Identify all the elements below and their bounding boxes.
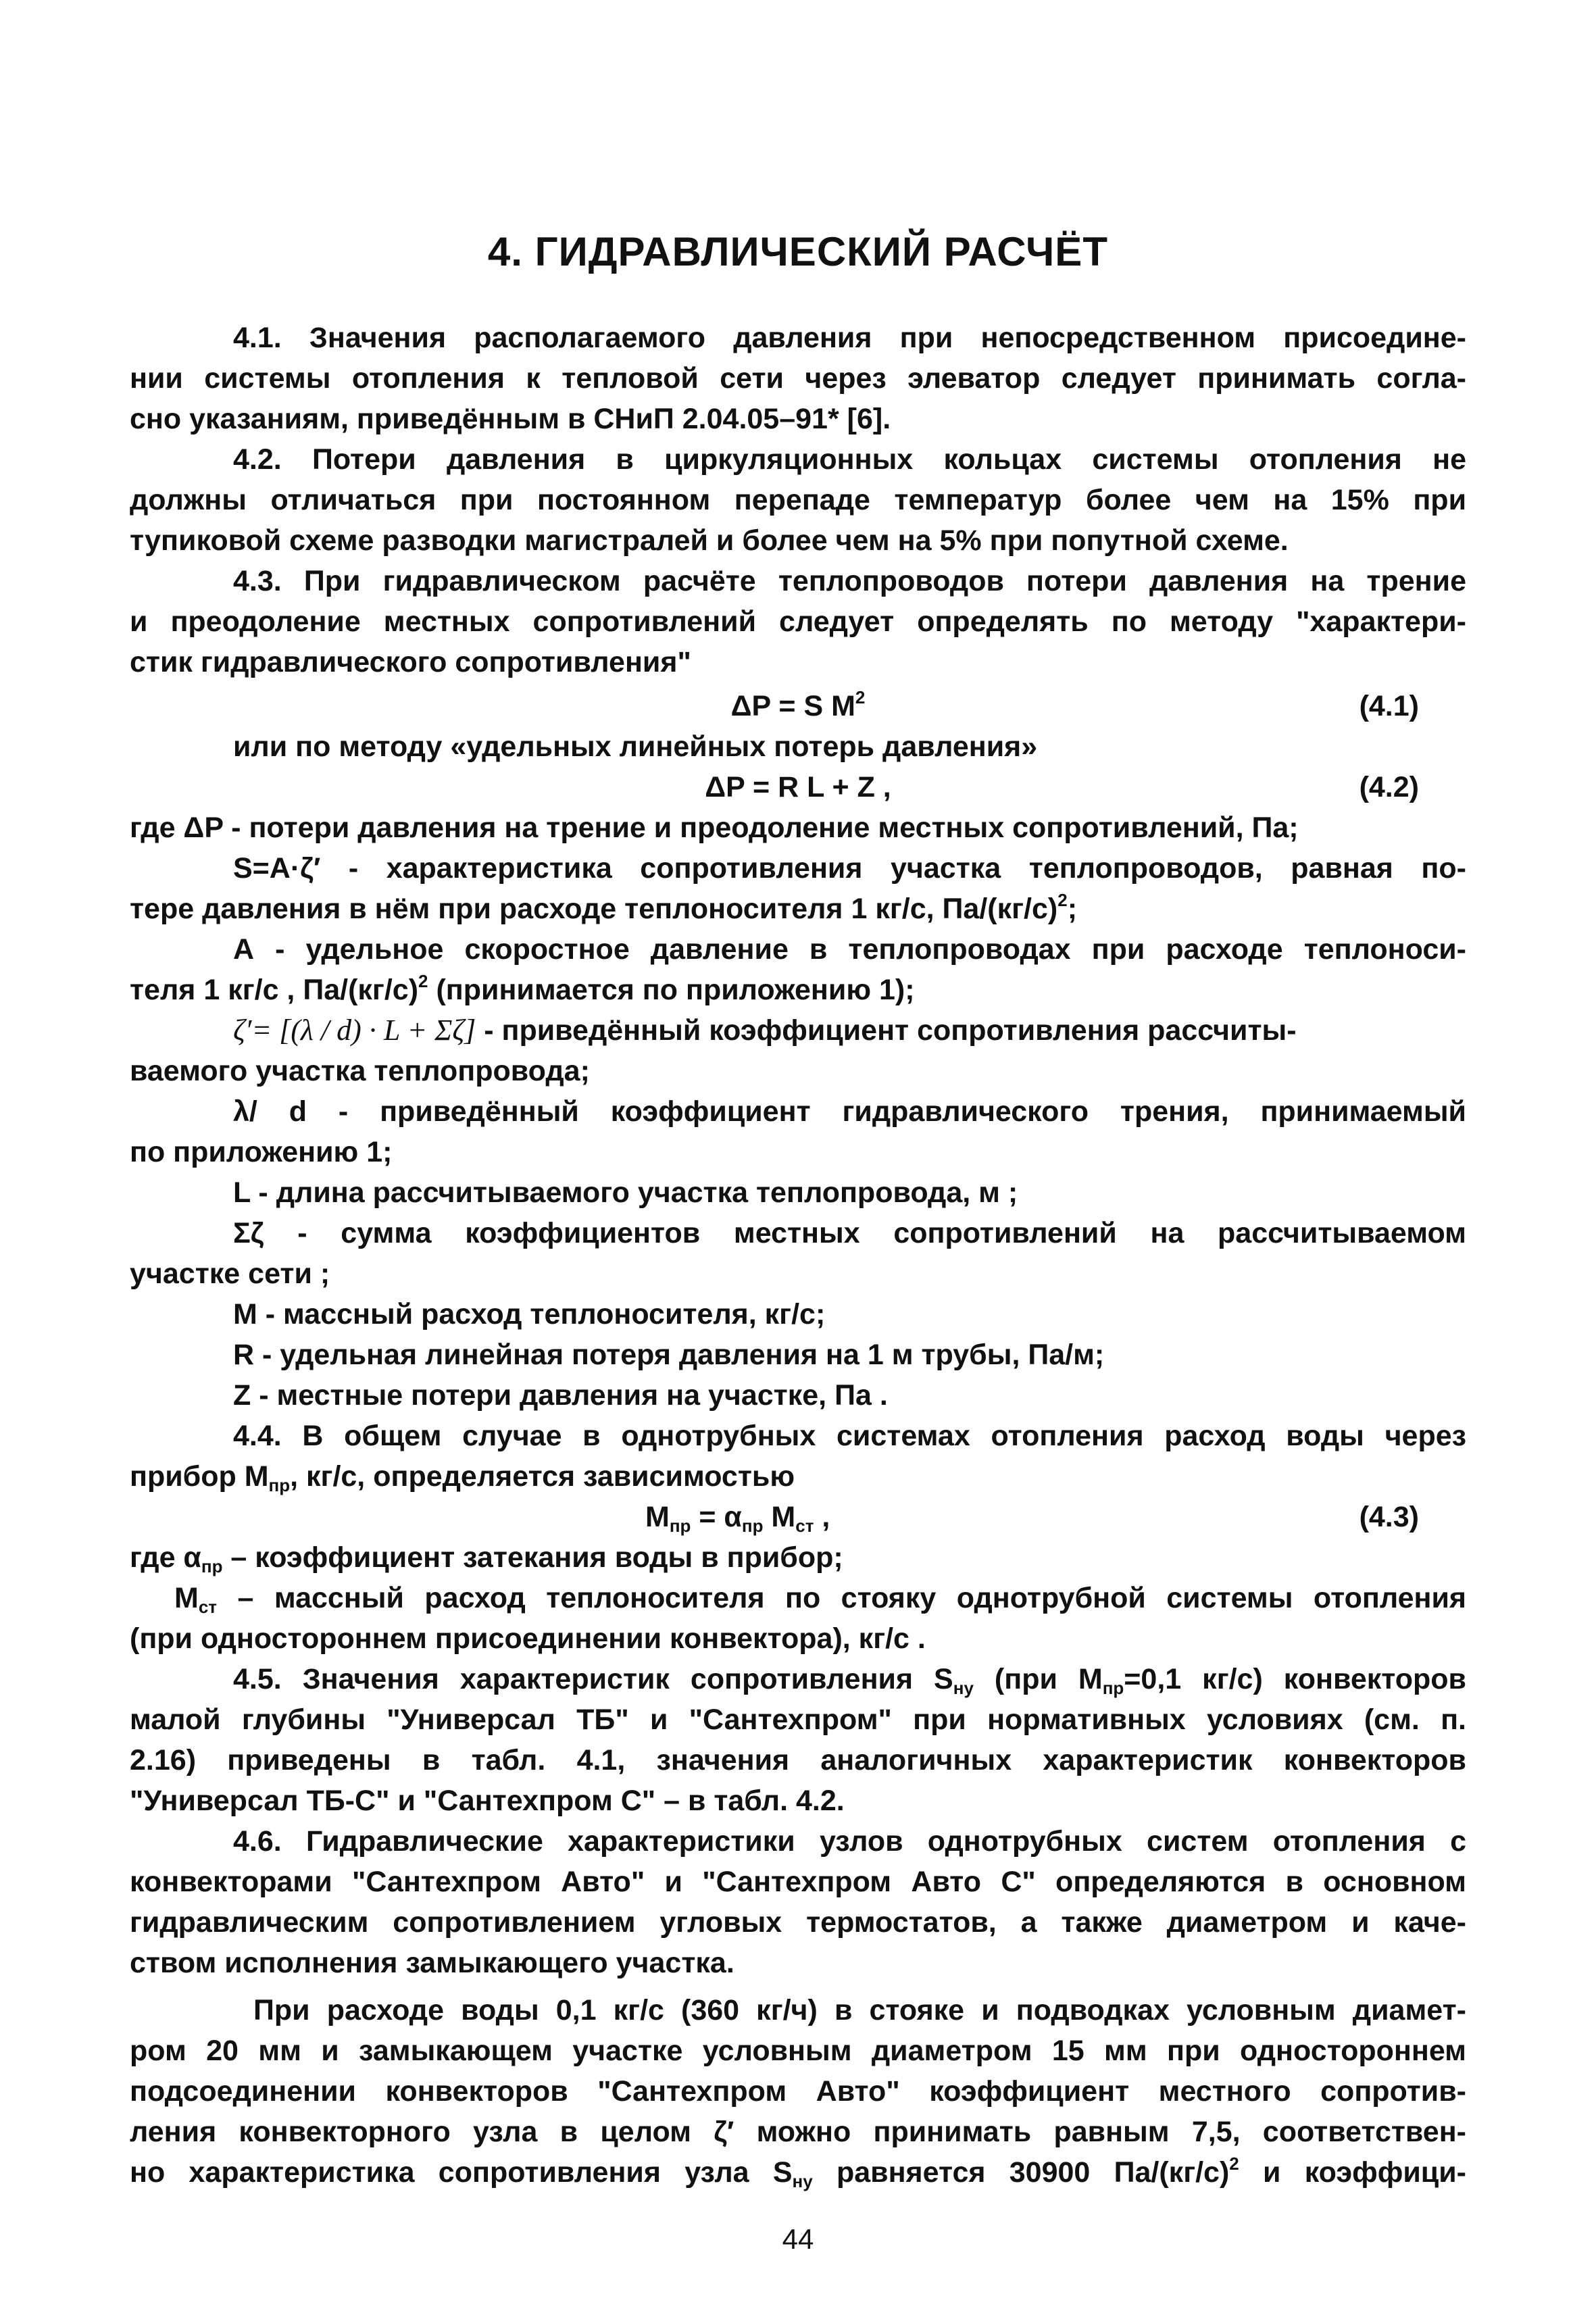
def-a-line2 [130, 970, 1466, 1010]
p47-l5-b: равняется 30900 Па/(кг/с) [812, 2156, 1230, 2189]
paragraph-4-4-line2 [130, 1456, 1466, 1497]
def-r: R - удельная линейная потеря давления на 1 м трубы, Па/м; [233, 1339, 1105, 1371]
eq43-c: М [763, 1501, 796, 1533]
equation-4-2-number: (4.2) [1359, 771, 1419, 803]
def-s-line2 [130, 889, 1466, 929]
paragraph-4-2-line: должны отличаться при постоянном перепаде температур более чем на 15% при [130, 484, 1466, 516]
p47-l5-sub: ну [792, 2171, 813, 2191]
def-a-line2-sup: 2 [418, 971, 428, 991]
p44-line2-b: , кг/с, определяется зависимостью [290, 1460, 795, 1493]
equation-4-2: ΔP = R L + Z , [705, 771, 891, 803]
p47-l5-a: но характеристика сопротивления узла S [130, 2156, 793, 2189]
def-mst-line2: (при одностороннем присоединении конвектора), кг/с . [130, 1622, 926, 1655]
eq43-b: = α [691, 1501, 742, 1533]
paragraph-4-5-line3: 2.16) приведены в табл. 4.1, значения аналогичных характеристик конвекторов [130, 1744, 1466, 1776]
def-zeta-line1 [233, 1010, 1466, 1051]
paragraph-4-6-line: конвекторами "Сантехпром Авто" и "Сантехпром Авто С" определяются в основном [130, 1866, 1466, 1898]
p45-l1-b: (при М [973, 1663, 1103, 1695]
eq43-d: , [814, 1501, 830, 1533]
p45-l1-c: =0,1 кг/с) конвекторов [1124, 1663, 1466, 1695]
p45-l1-sub2: пр [1102, 1678, 1124, 1698]
eq43-sub2: пр [741, 1516, 764, 1536]
def-s-tail: - характеристика сопротивления участка теплопроводов, равная по- [320, 852, 1466, 885]
paragraph-final-line1: При расходе воды 0,1 кг/с (360 кг/ч) в стояке и подводках условным диамет- [253, 1994, 1466, 2026]
page-number: 44 [782, 2223, 814, 2255]
paragraph-4-1-line: сно указаниям, приведённым в СНиП 2.04.05–91* [6]. [130, 403, 891, 435]
def-a-line2-text: теля 1 кг/с , Па/(кг/с) [130, 974, 419, 1006]
paragraph-4-2-line: тупиковой схеме разводки магистралей и более чем на 5% при попутной схеме. [130, 524, 1289, 557]
paragraph-final-line3: подсоединении конвекторов "Сантехпром Авто" коэффициент местного сопротив- [130, 2075, 1466, 2108]
paragraph-4-5-line1 [233, 1659, 1466, 1699]
def-z: Z - местные потери давления на участке, Па . [233, 1379, 888, 1412]
p47-l5-sup: 2 [1229, 2154, 1239, 2174]
paragraph-4-6-line: 4.6. Гидравлические характеристики узлов однотрубных систем отопления с [233, 1825, 1466, 1858]
def-zeta-line2: ваемого участка теплопровода; [130, 1055, 590, 1087]
def-alpha-sub: пр [201, 1556, 223, 1576]
p44-line2-a: прибор М [130, 1460, 269, 1493]
p44-line2-sub: пр [268, 1475, 291, 1495]
def-s-line2-sup: 2 [1057, 890, 1068, 910]
def-s-line2-text: тере давления в нём при расходе теплоносителя 1 кг/с, Па/(кг/с) [130, 893, 1058, 925]
def-m: М - массный расход теплоносителя, кг/с; [233, 1298, 826, 1330]
paragraph-4-5-line2: малой глубины "Универсал ТБ" и "Сантехпром" при нормативных условиях (см. п. [130, 1703, 1466, 1736]
equation-4-1-sup: 2 [855, 687, 866, 707]
def-alpha-b: – коэффициент затекания воды в прибор; [222, 1541, 843, 1574]
paragraph-4-1-line: нии системы отопления к тепловой сети через элеватор следует принимать согла- [130, 362, 1466, 395]
paragraph-4-5-line4: "Универсал ТБ-С" и "Сантехпром С" – в табл. 4.2. [130, 1785, 845, 1817]
paragraph-4-3-line: и преодоление местных сопротивлений следует определять по методу "характери- [130, 605, 1466, 638]
def-mst-line1 [174, 1578, 1466, 1618]
paragraph-4-3-line: 4.3. При гидравлическом расчёте теплопроводов потери давления на трение [233, 565, 1466, 597]
def-mst-b: – массный расход теплоносителя по стояку однотрубной системы отопления [217, 1582, 1466, 1614]
def-mst-sub: ст [198, 1597, 218, 1617]
eq43-a: М [645, 1501, 670, 1533]
def-a-line2-end: (принимается по приложению 1); [428, 974, 915, 1006]
paragraph-final-line5 [130, 2152, 1466, 2193]
paragraph-4-1-line: 4.1. Значения располагаемого давления при непосредственном присоедине- [233, 322, 1466, 354]
def-a-line1: А - удельное скоростное давление в теплопроводах при расходе теплоноси- [233, 933, 1466, 966]
equation-4-3-number: (4.3) [1359, 1501, 1419, 1533]
def-mst-a: М [174, 1582, 199, 1614]
def-ld-line1: λ/ d - приведённый коэффициент гидравлического трения, принимаемый [233, 1095, 1466, 1128]
paragraph-final-line2: ром 20 мм и замыкающем участке условным диаметром 15 мм при одностороннем [130, 2035, 1466, 2067]
def-ld-line2: по приложению 1; [130, 1136, 393, 1168]
def-sz-line2: участке сети ; [130, 1258, 330, 1290]
section-title: 4. ГИДРАВЛИЧЕСКИЙ РАСЧЁТ [487, 229, 1109, 274]
def-l: L - длина рассчитываемого участка теплопровода, м ; [233, 1176, 1018, 1209]
zeta-formula: ζ′= [(λ / d) · L + Σζ] [233, 1014, 476, 1047]
equation-4-1-body: ΔP = S M [730, 690, 855, 722]
equation-4-3 [645, 1497, 1186, 1537]
equation-4-1-number: (4.1) [1359, 690, 1419, 722]
def-alpha-a: где α [130, 1541, 201, 1574]
p45-l1-a: 4.5. Значения характеристик сопротивления S [233, 1663, 953, 1695]
def-s-line1 [233, 848, 1466, 889]
def-s-line2-end: ; [1067, 893, 1078, 925]
paragraph-final-line4: ления конвекторного узла в целом ζ′ можно принимать равным 7,5, соответствен- [130, 2116, 1466, 2148]
paragraph-4-6-line: ством исполнения замыкающего участка. [130, 1947, 734, 1979]
method-line: или по методу «удельных линейных потерь давления» [233, 730, 1038, 763]
paragraph-4-4-line1: 4.4. В общем случае в однотрубных системах отопления расход воды через [233, 1420, 1466, 1452]
def-alpha [130, 1537, 1466, 1578]
def-s-head: S=A·ζ′ [233, 852, 321, 885]
paragraph-4-6-line: гидравлическим сопротивлением угловых термостатов, а также диаметром и каче- [130, 1906, 1466, 1939]
p47-l5-c: и коэффици- [1239, 2156, 1466, 2189]
paragraph-4-2-line: 4.2. Потери давления в циркуляционных кольцах системы отопления не [233, 443, 1466, 476]
def-dp: где ΔP - потери давления на трение и преодоление местных сопротивлений, Па; [130, 812, 1299, 844]
eq43-sub1: пр [669, 1516, 691, 1536]
eq43-sub3: ст [795, 1516, 814, 1536]
paragraph-4-3-line: стик гидравлического сопротивления" [130, 646, 691, 678]
def-sz-line1: Σζ - сумма коэффициентов местных сопротивлений на рассчитываемом [233, 1217, 1466, 1249]
def-zeta-line1-text: - приведённый коэффициент сопротивления рассчиты- [476, 1014, 1297, 1047]
equation-4-1 [130, 686, 1466, 726]
p45-l1-sub1: ну [953, 1678, 974, 1698]
